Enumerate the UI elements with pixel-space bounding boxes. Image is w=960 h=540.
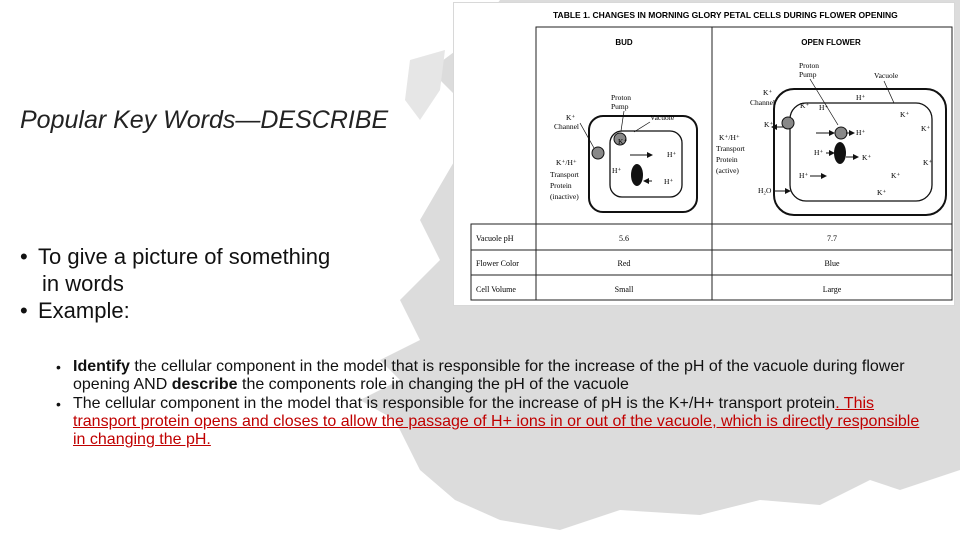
- bud-pump-label: Pump: [611, 102, 629, 111]
- open-transport-label-2: Transport: [716, 144, 745, 153]
- keyword-describe: describe: [171, 376, 238, 393]
- open-transport-label: K⁺/H⁺: [719, 133, 740, 142]
- bud-protein-label: Protein: [550, 181, 572, 190]
- open-ion-h-3: H⁺: [856, 128, 866, 137]
- example-list: [56, 358, 924, 450]
- row-label-flower-color: Flower Color: [476, 259, 519, 268]
- open-ion-h-2: H⁺: [819, 103, 829, 112]
- open-ion-h-5: H⁺: [799, 171, 809, 180]
- open-proton-pump: [835, 127, 847, 139]
- figure-title: TABLE 1. CHANGES IN MORNING GLORY PETAL CELLS DURING FLOWER OPENING: [553, 10, 898, 20]
- open-protein-label: Protein: [716, 155, 738, 164]
- cell-open-ph: 7.7: [827, 234, 837, 243]
- open-active-label: (active): [716, 166, 739, 175]
- open-ion-k-7: K⁺: [891, 171, 901, 180]
- bud-transport-protein: [631, 164, 643, 186]
- question-text-1: the cellular component in the model that is responsible for the increase of the pH of the vacuole during flower opening AND: [73, 358, 905, 393]
- answer-text-1: The cellular component in the model that is responsible for the increase of pH is the K+/H+ transport protein: [73, 395, 836, 412]
- example-question: [56, 358, 924, 394]
- slide-title: Popular Key Words—DESCRIBE: [20, 106, 389, 134]
- bud-transport-label-2: Transport: [550, 170, 579, 179]
- open-ion-k-4: K⁺: [921, 124, 931, 133]
- open-vacuole-label: Vacuole: [874, 71, 899, 80]
- bullet-list: [20, 243, 330, 324]
- open-ion-h-4: H⁺: [814, 148, 824, 157]
- bud-transport-label: K⁺/H⁺: [556, 158, 577, 167]
- cell-bud-volume: Small: [614, 285, 634, 294]
- bud-ion-h-2: H⁺: [667, 150, 677, 159]
- open-proton-label: Proton: [799, 61, 820, 70]
- open-vacuole: [790, 103, 932, 201]
- open-k-channel-label: K⁺: [763, 88, 773, 97]
- bullet-text: To give a picture of something: [38, 244, 331, 269]
- keyword-identify: Identify: [73, 358, 130, 375]
- row-label-cell-volume: Cell Volume: [476, 285, 516, 294]
- bud-ion-h-3: H⁺: [664, 177, 674, 186]
- answer-text-2: . This transport protein opens and closes to allow the passage of H+ ions in or out of the vacuole, which is directly responsible in changing the pH.: [73, 395, 920, 448]
- open-transport-protein: [834, 142, 846, 164]
- column-header-open: OPEN FLOWER: [801, 38, 861, 47]
- row-label-vacuole-ph: Vacuole pH: [476, 234, 514, 243]
- cell-bud-ph: 5.6: [619, 234, 629, 243]
- bullet-dot-icon: •: [56, 359, 61, 375]
- cell-open-volume: Large: [822, 285, 842, 294]
- bullet-item: [20, 243, 330, 270]
- open-ion-k-3: K⁺: [764, 120, 774, 129]
- figure-svg: [454, 3, 954, 305]
- open-channel-label: Channel: [750, 98, 775, 107]
- open-pump-label: Pump: [799, 70, 817, 79]
- bullet-dot-icon: •: [20, 244, 28, 269]
- bud-ion-k: K⁺: [618, 137, 628, 146]
- cell-open-color: Blue: [824, 259, 840, 268]
- open-ion-k-1: K⁺: [800, 101, 810, 110]
- open-ion-k-6: K⁺: [923, 158, 933, 167]
- column-header-bud: BUD: [615, 38, 633, 47]
- bullet-text: Example:: [38, 298, 130, 323]
- open-water-label: H₂O: [758, 186, 772, 195]
- open-ion-k-5: K⁺: [862, 153, 872, 162]
- bullet-dot-icon: •: [20, 298, 28, 323]
- bud-inactive-label: (inactive): [550, 192, 579, 201]
- diagram-frame: [536, 27, 952, 224]
- bullet-continuation: in words: [42, 271, 124, 296]
- cell-bud-color: Red: [617, 259, 631, 268]
- question-text-2: the components role in changing the pH of the vacuole: [237, 376, 629, 393]
- bud-proton-label: Proton: [611, 93, 632, 102]
- open-ion-h-1: H⁺: [856, 93, 866, 102]
- bud-vacuole-label: Vacuole: [650, 113, 675, 122]
- bullet-item: [20, 297, 330, 324]
- bud-k-channel-label: K⁺: [566, 113, 576, 122]
- bud-k-channel: [592, 147, 604, 159]
- table-figure: [453, 2, 955, 306]
- example-answer: [56, 395, 924, 449]
- open-ion-k-8: K⁺: [877, 188, 887, 197]
- open-ion-k-2: K⁺: [900, 110, 910, 119]
- bud-ion-h: H⁺: [612, 166, 622, 175]
- bullet-dot-icon: •: [56, 396, 61, 412]
- bud-channel-label: Channel: [554, 122, 579, 131]
